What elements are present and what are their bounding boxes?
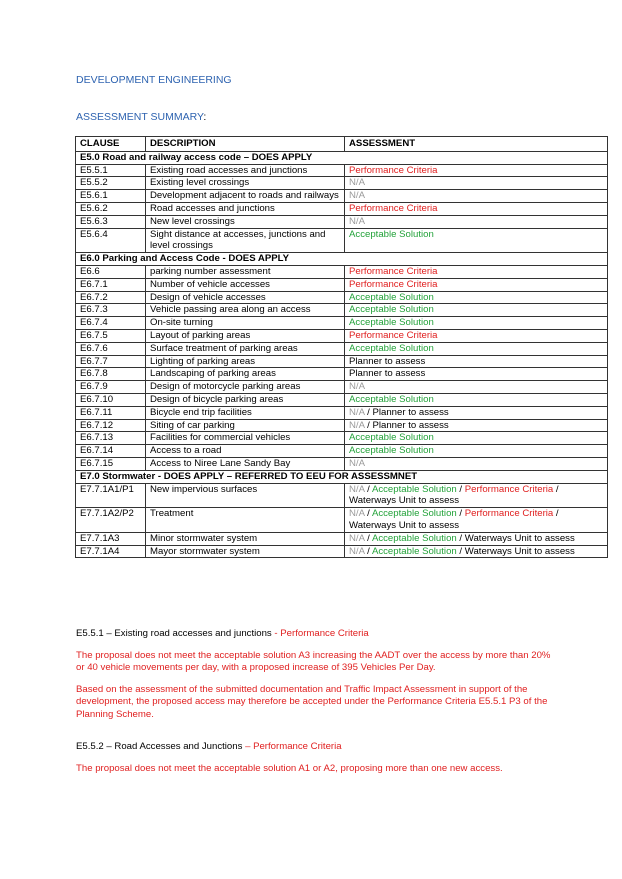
assessment-part: N/A [349,177,365,189]
cell-assessment [345,304,608,317]
cell-clause: E5.6.2 [76,202,146,215]
assessment-part: Acceptable Solution [371,545,457,557]
e551-heading-text: E5.5.1 – Existing road accesses and junctions [76,628,272,639]
cell-description: Facilities for commercial vehicles [146,432,345,445]
cell-clause: E6.7.12 [76,419,146,432]
assessment-part: N/A [349,532,365,544]
cell-clause: E7.7.1A1/P1 [76,483,146,508]
cell-assessment [345,202,608,215]
assessment-part: / [364,508,372,520]
cell-clause: E5.6.3 [76,215,146,228]
assessment-part: Performance Criteria [349,202,438,214]
cell-description: Bicycle end trip facilities [146,406,345,419]
table-body [76,151,608,558]
assessment-part: Acceptable Solution [371,508,457,520]
cell-description: parking number assessment [146,265,345,278]
assessment-part: Acceptable Solution [349,228,434,240]
table-row [76,457,608,470]
cell-assessment [345,291,608,304]
assessment-part: / Waterways Unit to assess [349,508,559,531]
table-row [76,432,608,445]
assessment-part: Performance Criteria [349,329,438,341]
cell-clause: E5.5.2 [76,177,146,190]
cell-description: Siting of car parking [146,419,345,432]
e551-paragraph-1: The proposal does not meet the acceptable solution A3 increasing the AADT over the access by more than 20% or 40 vehicle movements per day, with a proposed increase of 395 Vehicles Per Day. [76,650,551,674]
assessment-part: N/A [349,190,365,202]
table-row [76,164,608,177]
table-row [76,393,608,406]
assessment-part: Acceptable Solution [349,393,434,405]
assessment-part: N/A [349,545,365,557]
cell-clause: E6.7.7 [76,355,146,368]
cell-clause: E6.6 [76,265,146,278]
table-row [76,355,608,368]
e551-paragraph-2: Based on the assessment of the submitted documentation and Traffic Impact Assessment in support of the development, the proposed access may therefore be accepted under the Performance Criteria E5.5.1 P3 of the Planning Scheme. [76,684,548,720]
cell-clause: E6.7.11 [76,406,146,419]
cell-assessment [345,381,608,394]
cell-description: Road accesses and junctions [146,202,345,215]
assessment-part: / [456,483,465,495]
table-section-row [76,253,608,266]
cell-assessment [345,317,608,330]
table-row [76,304,608,317]
cell-assessment [345,419,608,432]
assessment-part: Acceptable Solution [349,445,434,457]
assessment-part: N/A [349,508,365,520]
assessment-part: / Waterways Unit to assess [456,532,575,544]
cell-description: New level crossings [146,215,345,228]
cell-assessment [345,278,608,291]
table-row [76,329,608,342]
cell-description: Development adjacent to roads and railways [146,190,345,203]
assessment-part: Performance Criteria [349,278,438,290]
cell-clause: E6.7.15 [76,457,146,470]
cell-assessment [345,406,608,419]
section-title: E6.0 Parking and Access Code - DOES APPLY [76,253,608,266]
cell-description: Design of motorcycle parking areas [146,381,345,394]
assessment-part: Acceptable Solution [371,532,457,544]
assessment-part: Acceptable Solution [349,317,434,329]
assessment-part: N/A [349,419,365,431]
cell-clause: E6.7.1 [76,278,146,291]
table-row [76,445,608,458]
assessment-part: N/A [349,215,365,227]
assessment-part: / [364,545,372,557]
assessment-part: Planner to assess [349,355,426,367]
assessment-part: Acceptable Solution [371,483,457,495]
table-row [76,483,608,508]
assessment-part: N/A [349,381,365,393]
table-row [76,317,608,330]
cell-assessment [345,483,608,508]
assessment-part: Acceptable Solution [349,291,434,303]
cell-assessment [345,329,608,342]
cell-assessment [345,190,608,203]
assessment-summary-table [75,136,608,558]
cell-description: Number of vehicle accesses [146,278,345,291]
table-row [76,368,608,381]
table-row [76,265,608,278]
section-title: E5.0 Road and railway access code – DOES APPLY [76,151,608,164]
table-row [76,202,608,215]
cell-description: Sight distance at accesses, junctions and level crossings [146,228,345,253]
e552-heading-assessment: – Performance Criteria [242,741,342,752]
cell-assessment [345,393,608,406]
cell-description: Surface treatment of parking areas [146,342,345,355]
cell-assessment [345,177,608,190]
assessment-part: Performance Criteria [464,483,554,495]
table-section-row [76,470,608,483]
table-row [76,545,608,558]
assessment-summary-colon: : [203,111,207,123]
assessment-part: / Planner to assess [364,406,449,418]
table-row [76,177,608,190]
cell-description: Treatment [146,508,345,533]
assessment-part: / Planner to assess [364,419,449,431]
assessment-part: Planner to assess [349,368,426,380]
table-row [76,532,608,545]
cell-clause: E5.6.4 [76,228,146,253]
cell-clause: E6.7.6 [76,342,146,355]
assessment-part: Acceptable Solution [349,342,434,354]
cell-clause: E6.7.2 [76,291,146,304]
cell-clause: E6.7.3 [76,304,146,317]
cell-description: Access to a road [146,445,345,458]
cell-assessment [345,342,608,355]
cell-clause: E6.7.14 [76,445,146,458]
cell-clause: E5.5.1 [76,164,146,177]
cell-description: Access to Niree Lane Sandy Bay [146,457,345,470]
cell-clause: E5.6.1 [76,190,146,203]
cell-clause: E6.7.4 [76,317,146,330]
assessment-part: Acceptable Solution [349,432,434,444]
cell-description: Layout of parking areas [146,329,345,342]
header-description: DESCRIPTION [146,137,345,152]
cell-description: Mayor stormwater system [146,545,345,558]
section-heading-development-engineering: DEVELOPMENT ENGINEERING [76,74,232,86]
assessment-summary-label: ASSESSMENT SUMMARY [76,111,204,123]
cell-clause: E7.7.1A3 [76,532,146,545]
table-section-row [76,151,608,164]
assessment-part: Acceptable Solution [349,304,434,316]
cell-description: Landscaping of parking areas [146,368,345,381]
cell-description: Design of bicycle parking areas [146,393,345,406]
cell-assessment [345,432,608,445]
cell-clause: E6.7.8 [76,368,146,381]
cell-assessment [345,445,608,458]
cell-assessment [345,457,608,470]
table-row [76,190,608,203]
assessment-part: N/A [349,457,365,469]
cell-assessment [345,368,608,381]
header-assessment: ASSESSMENT [345,137,608,152]
cell-description: Minor stormwater system [146,532,345,545]
assessment-part: Performance Criteria [349,265,438,277]
cell-clause: E7.7.1A4 [76,545,146,558]
section-heading-assessment-summary [76,111,206,123]
assessment-part: Performance Criteria [349,164,438,176]
cell-description: New impervious surfaces [146,483,345,508]
e552-heading-text: E5.5.2 – Road Accesses and Junctions [76,741,243,752]
cell-assessment [345,355,608,368]
table-row [76,508,608,533]
assessment-part: / Waterways Unit to assess [349,483,559,507]
cell-clause: E7.7.1A2/P2 [76,508,146,533]
e552-heading [76,741,556,753]
cell-assessment [345,228,608,253]
cell-description: Existing level crossings [146,177,345,190]
cell-description: Lighting of parking areas [146,355,345,368]
cell-assessment [345,164,608,177]
cell-assessment [345,265,608,278]
assessment-part: Performance Criteria [464,508,554,520]
cell-clause: E6.7.13 [76,432,146,445]
cell-assessment [345,215,608,228]
cell-description: On-site turning [146,317,345,330]
cell-assessment [345,545,608,558]
cell-clause: E6.7.10 [76,393,146,406]
table-row [76,291,608,304]
table-row [76,381,608,394]
assessment-part: / Waterways Unit to assess [456,545,575,557]
table-row [76,228,608,253]
cell-description: Vehicle passing area along an access [146,304,345,317]
cell-description: Existing road accesses and junctions [146,164,345,177]
assessment-part: / [364,483,372,495]
assessment-part: N/A [349,483,365,495]
table-row [76,342,608,355]
table-row [76,419,608,432]
e551-heading [76,628,556,640]
table-row [76,215,608,228]
assessment-part: / [456,508,465,520]
section-title: E7.0 Stormwater - DOES APPLY – REFERRED TO EEU FOR ASSESSMNET [76,470,608,483]
cell-clause: E6.7.9 [76,381,146,394]
header-clause: CLAUSE [76,137,146,152]
cell-description: Design of vehicle accesses [146,291,345,304]
assessment-part: / [364,532,372,544]
cell-assessment [345,532,608,545]
table-row [76,278,608,291]
cell-clause: E6.7.5 [76,329,146,342]
table-row [76,406,608,419]
assessment-part: N/A [349,406,365,418]
cell-assessment [345,508,608,533]
e551-heading-assessment: - Performance Criteria [271,628,369,639]
table-header-row [76,137,608,152]
e552-paragraph-1: The proposal does not meet the acceptable solution A1 or A2, proposing more than one new access. [76,763,503,774]
